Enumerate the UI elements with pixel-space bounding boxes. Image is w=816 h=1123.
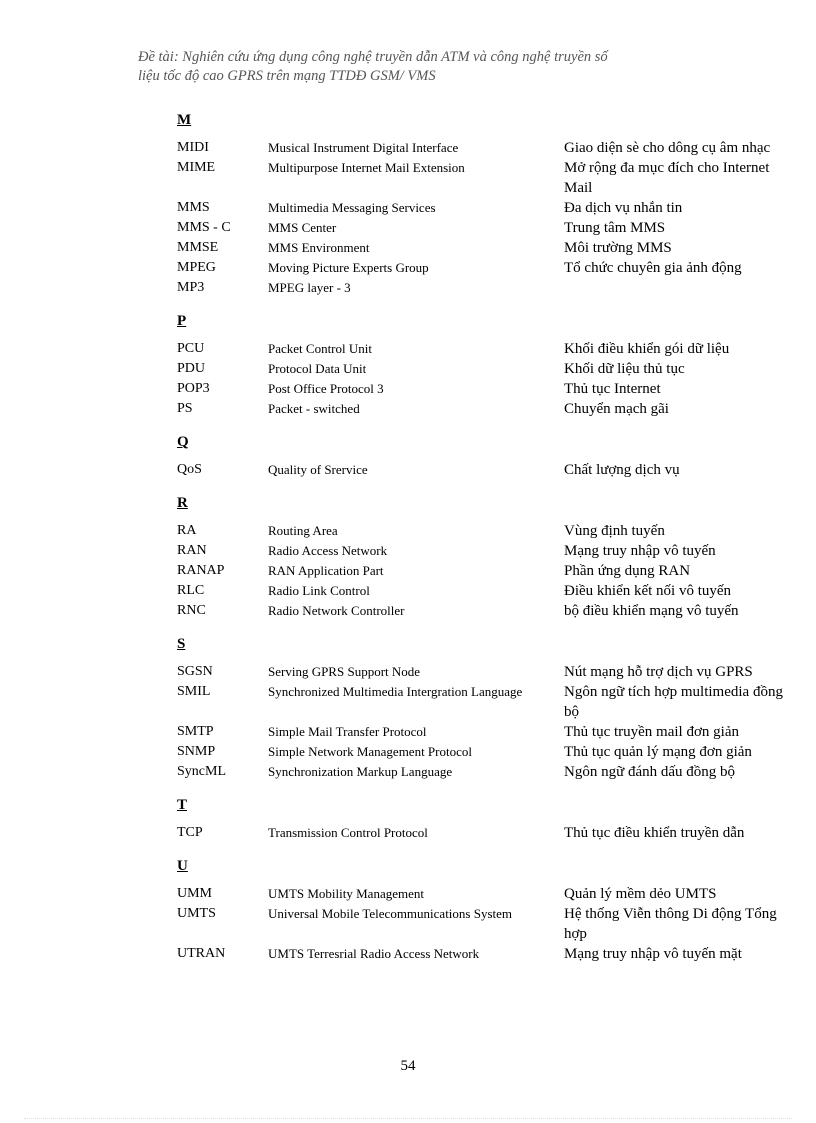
abbreviation: SGSN <box>177 664 213 679</box>
abbreviation: SyncML <box>177 764 226 779</box>
glossary-row <box>177 682 797 722</box>
glossary-row <box>177 581 797 601</box>
glossary-row <box>177 218 797 238</box>
abbreviation: TCP <box>177 825 203 840</box>
abbreviation: RLC <box>177 583 205 598</box>
glossary-row <box>177 339 797 359</box>
vietnamese-meaning: Mạng truy nhập vô tuyến mặt <box>564 946 742 962</box>
glossary-row <box>177 359 797 379</box>
glossary-row <box>177 662 797 682</box>
glossary-row <box>177 541 797 561</box>
section-letter: M <box>177 112 192 128</box>
vietnamese-meaning: Tổ chức chuyên gia ảnh động <box>564 260 742 276</box>
full-term: Synchronized Multimedia Intergration Language <box>268 684 523 699</box>
section-letter: R <box>177 495 188 511</box>
full-term: Synchronization Markup Language <box>268 764 453 779</box>
glossary-row <box>177 238 797 258</box>
full-term: UMTS Terresrial Radio Access Network <box>268 946 480 961</box>
section-letter: P <box>177 313 187 329</box>
full-term: Packet Control Unit <box>268 341 372 356</box>
vietnamese-meaning: Ngôn ngữ đánh dấu đồng bộ <box>564 764 736 780</box>
glossary-row <box>177 258 797 278</box>
abbreviation: SNMP <box>177 744 216 759</box>
section-letter: T <box>177 797 188 813</box>
glossary-row <box>177 561 797 581</box>
footer-divider <box>24 1118 792 1119</box>
glossary-row <box>177 138 797 158</box>
glossary-row <box>177 198 797 218</box>
vietnamese-meaning: Phần ứng dụng RAN <box>564 563 691 579</box>
abbreviation: MMS - C <box>177 220 231 235</box>
vietnamese-meaning: Điều khiển kết nối vô tuyến <box>564 583 732 599</box>
glossary-row <box>177 460 797 480</box>
vietnamese-meaning: Môi trường MMS <box>564 240 672 256</box>
glossary-row <box>177 762 797 782</box>
glossary-row <box>177 521 797 541</box>
vietnamese-meaning: Nút mạng hỗ trợ dịch vụ GPRS <box>564 664 753 680</box>
full-term: Quality of Srervice <box>268 462 368 477</box>
abbreviation: POP3 <box>177 381 210 396</box>
glossary <box>177 110 797 977</box>
abbreviation: MMS <box>177 200 210 215</box>
full-term: Routing Area <box>268 523 338 538</box>
glossary-row <box>177 158 797 198</box>
header-line-2: liệu tốc độ cao GPRS trên mạng TTDĐ GSM/ VMS <box>138 68 436 84</box>
full-term: Radio Network Controller <box>268 603 405 618</box>
glossary-row <box>177 904 797 944</box>
abbreviation: MIDI <box>177 140 209 155</box>
glossary-row <box>177 379 797 399</box>
vietnamese-meaning: Vùng định tuyến <box>564 523 665 539</box>
abbreviation: MIME <box>177 160 216 175</box>
abbreviation: MMSE <box>177 240 219 255</box>
full-term: Multipurpose Internet Mail Extension <box>268 160 465 175</box>
abbreviation: RA <box>177 523 197 538</box>
full-term: Serving GPRS Support Node <box>268 664 421 679</box>
glossary-row <box>177 823 797 843</box>
full-term: Protocol Data Unit <box>268 361 367 376</box>
glossary-row <box>177 742 797 762</box>
full-term: Simple Network Management Protocol <box>268 744 472 759</box>
full-term: Multimedia Messaging Services <box>268 200 436 215</box>
full-term: Radio Link Control <box>268 583 370 598</box>
vietnamese-meaning: Thủ tục điều khiển truyền dẫn <box>564 825 745 841</box>
vietnamese-meaning: Ngôn ngữ tích hợp multimedia đồng bộ <box>564 684 783 720</box>
full-term: Moving Picture Experts Group <box>268 260 429 275</box>
section-letter: U <box>177 858 188 874</box>
vietnamese-meaning: Thủ tục quản lý mạng đơn giản <box>564 744 752 760</box>
abbreviation: MP3 <box>177 280 205 295</box>
full-term: Packet - switched <box>268 401 360 416</box>
glossary-section-u <box>177 856 797 964</box>
abbreviation: PS <box>177 401 193 416</box>
vietnamese-meaning: Quản lý mềm dẻo UMTS <box>564 886 717 902</box>
vietnamese-meaning: Đa dịch vụ nhắn tin <box>564 200 683 216</box>
vietnamese-meaning: Chuyển mạch gãi <box>564 401 669 417</box>
glossary-section-q <box>177 432 797 480</box>
full-term: MMS Environment <box>268 240 370 255</box>
glossary-row <box>177 601 797 621</box>
abbreviation: RNC <box>177 603 206 618</box>
abbreviation: PDU <box>177 361 206 376</box>
glossary-section-t <box>177 795 797 843</box>
vietnamese-meaning: Mạng truy nhập vô tuyến <box>564 543 716 559</box>
glossary-row <box>177 944 797 964</box>
glossary-row <box>177 399 797 419</box>
abbreviation: SMIL <box>177 684 211 699</box>
abbreviation: PCU <box>177 341 205 356</box>
full-term: UMTS Mobility Management <box>268 886 424 901</box>
vietnamese-meaning: Khối điều khiển gói dữ liệu <box>564 341 730 357</box>
page-number: 54 <box>400 1058 416 1074</box>
abbreviation: RAN <box>177 543 207 558</box>
vietnamese-meaning: Thủ tục Internet <box>564 381 661 397</box>
full-term: Universal Mobile Telecommunications System <box>268 906 513 921</box>
full-term: RAN Application Part <box>268 563 384 578</box>
vietnamese-meaning: bộ điều khiển mạng vô tuyến <box>564 603 739 619</box>
vietnamese-meaning: Chất lượng dịch vụ <box>564 462 680 478</box>
vietnamese-meaning: Khối dữ liệu thủ tục <box>564 361 685 377</box>
glossary-section-m <box>177 110 797 298</box>
abbreviation: QoS <box>177 462 202 477</box>
abbreviation: UMTS <box>177 906 216 921</box>
glossary-row <box>177 884 797 904</box>
glossary-section-s <box>177 634 797 782</box>
full-term: MMS Center <box>268 220 337 235</box>
abbreviation: MPEG <box>177 260 216 275</box>
vietnamese-meaning: Hệ thống Viễn thông Di động Tổng hợp <box>564 906 777 942</box>
vietnamese-meaning: Trung tâm MMS <box>564 220 666 236</box>
document-header <box>138 48 748 86</box>
abbreviation: SMTP <box>177 724 214 739</box>
vietnamese-meaning: Giao diện sè cho dông cụ âm nhạc <box>564 140 771 156</box>
abbreviation: RANAP <box>177 563 225 578</box>
full-term: Transmission Control Protocol <box>268 825 428 840</box>
glossary-section-r <box>177 493 797 621</box>
full-term: Post Office Protocol 3 <box>268 381 384 396</box>
header-line-1: Đề tài: Nghiên cứu ứng dụng công nghệ truyền dẫn ATM và công nghệ truyền số <box>138 49 608 65</box>
section-letter: Q <box>177 434 189 450</box>
full-term: MPEG layer - 3 <box>268 280 351 295</box>
vietnamese-meaning: Mở rộng đa mục đích cho Internet Mail <box>564 160 770 196</box>
vietnamese-meaning: Thủ tục truyền mail đơn giản <box>564 724 739 740</box>
full-term: Radio Access Network <box>268 543 388 558</box>
abbreviation: UMM <box>177 886 213 901</box>
abbreviation: UTRAN <box>177 946 226 961</box>
glossary-row <box>177 722 797 742</box>
full-term: Musical Instrument Digital Interface <box>268 140 459 155</box>
glossary-section-p <box>177 311 797 419</box>
full-term: Simple Mail Transfer Protocol <box>268 724 427 739</box>
glossary-row <box>177 278 797 298</box>
section-letter: S <box>177 636 186 652</box>
